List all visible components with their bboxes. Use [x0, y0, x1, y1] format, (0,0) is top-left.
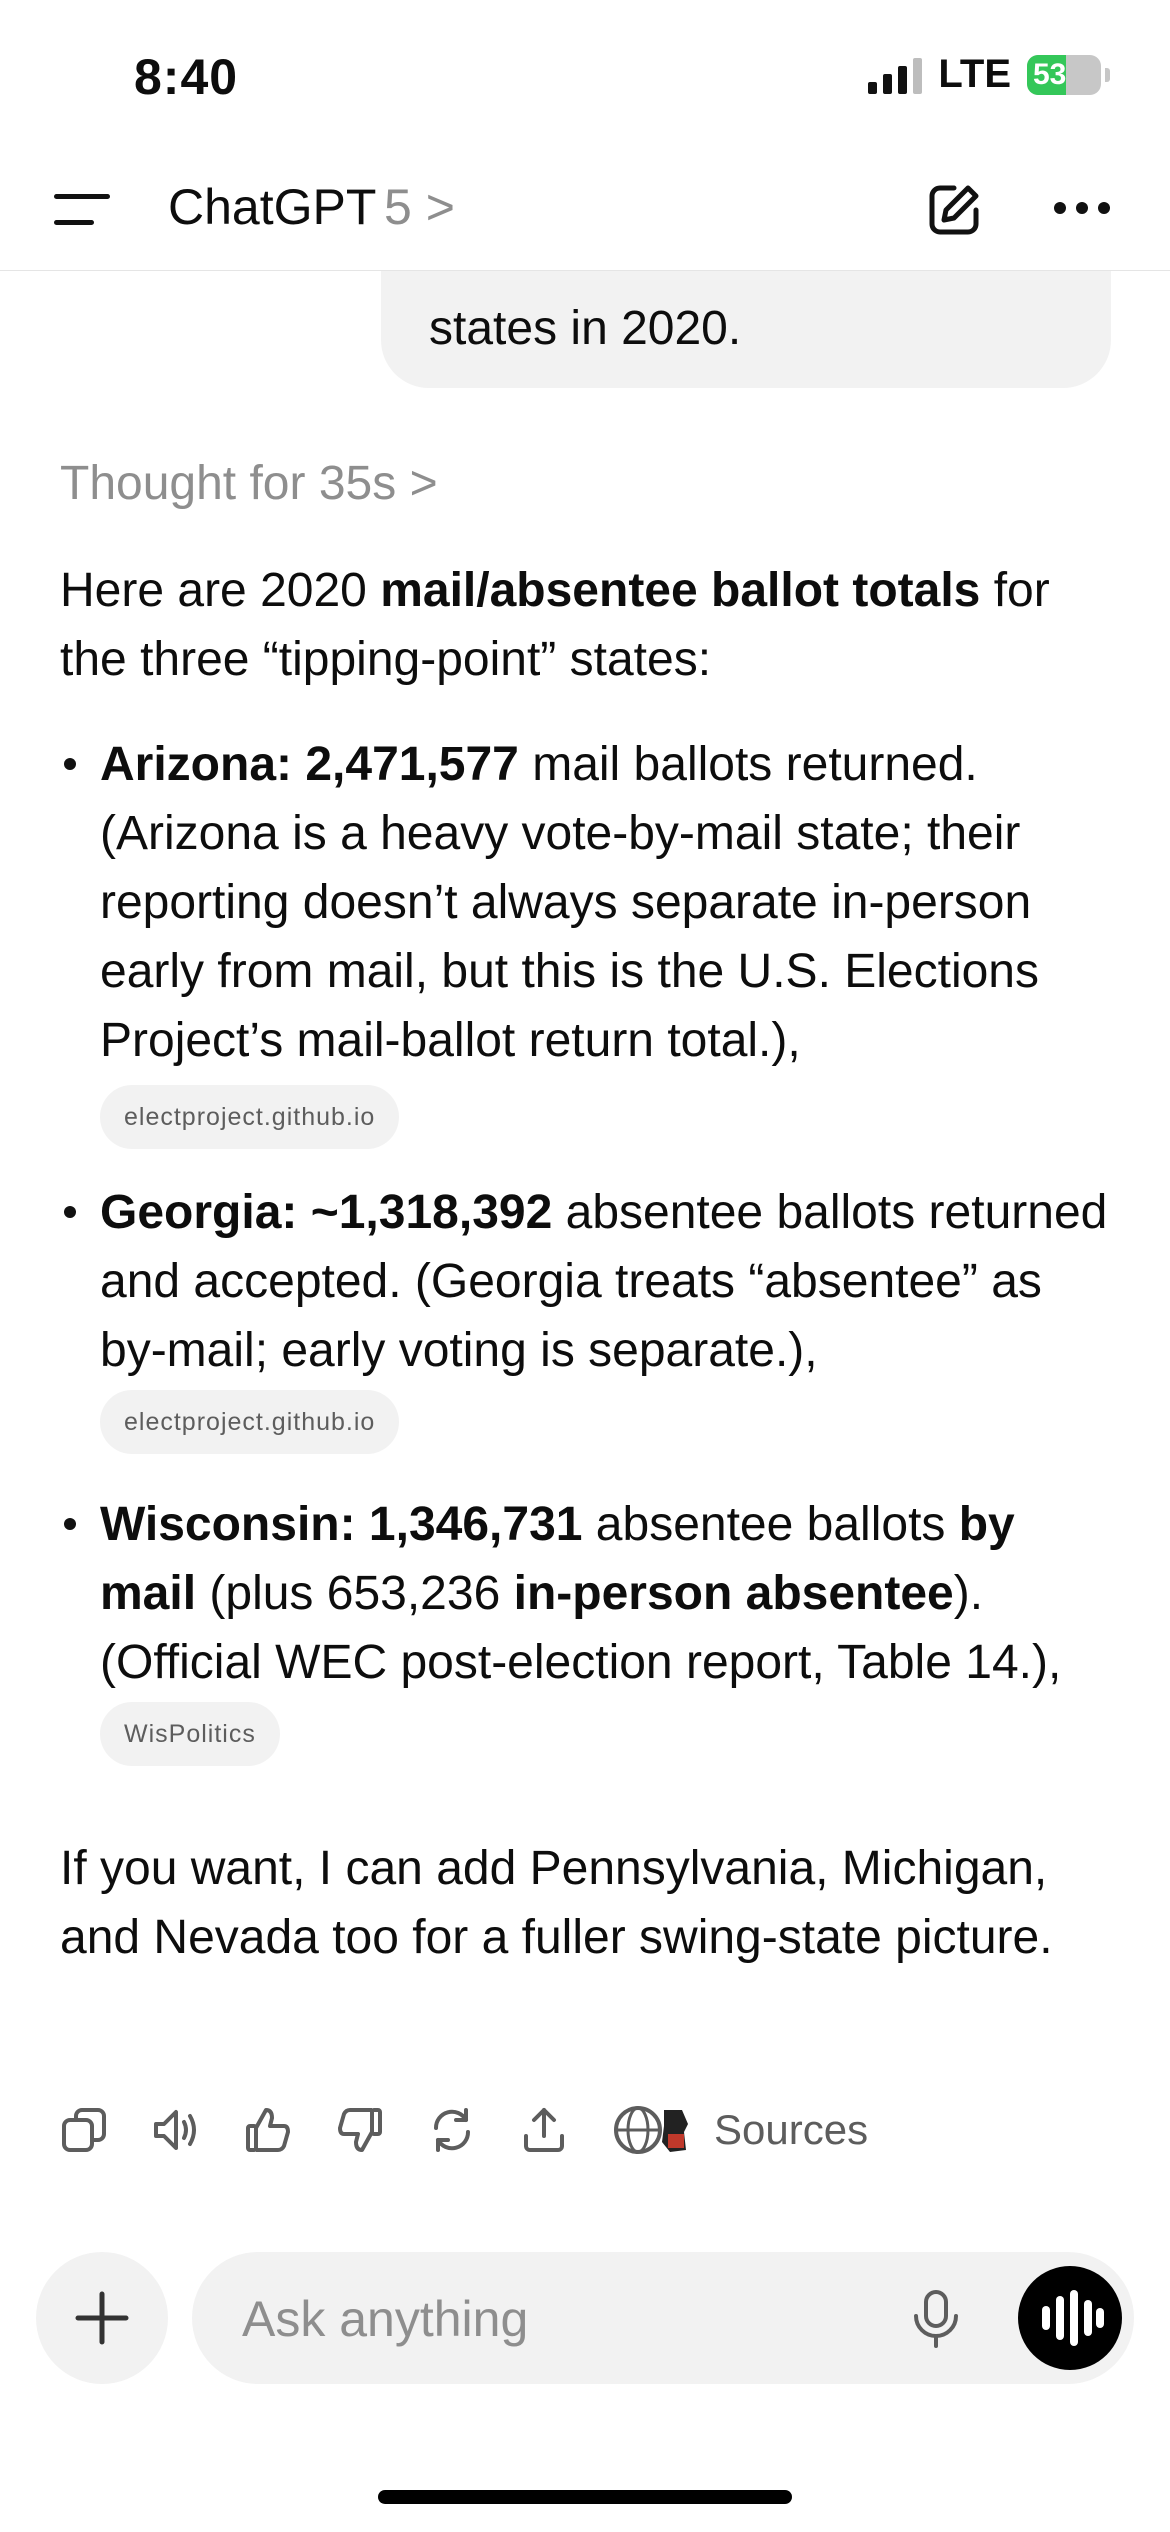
user-message-text: states in 2020.	[429, 302, 742, 355]
message-actions	[60, 2100, 868, 2160]
model-selector[interactable]	[384, 178, 455, 236]
list-item-wisconsin	[100, 1490, 1120, 1766]
plus-icon	[36, 2252, 168, 2384]
intro-bold: mail/absentee ballot totals	[380, 564, 981, 617]
intro-text-end: for the three “tipping-point” states:	[60, 564, 1050, 686]
intro-text: Here are 2020	[60, 564, 381, 617]
list-item-georgia	[100, 1178, 1120, 1454]
network-type: LTE	[938, 52, 1011, 96]
status-time: 8:40	[134, 49, 239, 105]
chevron-right-icon: >	[425, 179, 455, 235]
item-heading: Georgia: ~1,318,392	[100, 1186, 553, 1239]
model-name: 5	[384, 179, 412, 235]
read-aloud-icon[interactable]	[152, 2106, 200, 2154]
regenerate-icon[interactable]	[428, 2106, 476, 2154]
home-indicator	[378, 2490, 792, 2504]
thought-toggle[interactable]	[60, 456, 438, 511]
response-intro	[60, 556, 1120, 694]
item-bold: in-person absentee	[513, 1567, 954, 1620]
bullet-marker	[64, 1206, 76, 1218]
thumbs-up-icon[interactable]	[244, 2106, 292, 2154]
item-text: absentee ballots	[582, 1498, 959, 1551]
list-item-arizona	[100, 730, 1120, 1149]
top-navigation-bar	[0, 150, 1170, 271]
bullet-marker	[64, 758, 76, 770]
item-text: (plus 653,236	[196, 1567, 514, 1620]
app-title[interactable]: ChatGPT	[168, 179, 377, 235]
copy-icon[interactable]	[60, 2106, 108, 2154]
item-text: ). (Official WEC post-election report, Table 14.),	[100, 1567, 1062, 1689]
menu-icon[interactable]	[54, 190, 110, 230]
battery-icon	[1027, 55, 1101, 95]
item-heading: Arizona: 2,471,577	[100, 738, 519, 791]
sources-button[interactable]	[612, 2102, 868, 2158]
source-favicons	[612, 2102, 698, 2158]
voice-mode-button[interactable]	[1018, 2266, 1122, 2370]
attach-button[interactable]	[36, 2252, 168, 2384]
input-placeholder: Ask anything	[242, 2291, 529, 2347]
thumbs-down-icon[interactable]	[336, 2106, 384, 2154]
battery-tip	[1105, 68, 1110, 82]
item-text: mail ballots returned. (Arizona is a heavy vote-by-mail state; their reporting doesn’t always separate in-person early from mail, but this is the U.S. Elections Project’s mail-ballot return total.),	[100, 738, 1039, 1067]
chevron-right-icon: >	[409, 457, 438, 510]
source-chip[interactable]: electproject.github.io	[100, 1085, 399, 1149]
compose-icon[interactable]	[924, 180, 984, 240]
sources-label: Sources	[714, 2106, 869, 2153]
source-chip[interactable]: WisPolitics	[100, 1702, 280, 1766]
voice-mode-icon	[1018, 2266, 1122, 2370]
source-chip[interactable]: electproject.github.io	[100, 1390, 399, 1454]
bullet-marker	[64, 1518, 76, 1530]
share-icon[interactable]	[520, 2106, 568, 2154]
mic-icon[interactable]	[904, 2286, 968, 2350]
message-input[interactable]	[192, 2252, 1134, 2384]
battery-level: 53	[1033, 57, 1067, 91]
item-heading: Wisconsin: 1,346,731	[100, 1498, 583, 1551]
thought-label: Thought for 35s	[60, 457, 397, 510]
more-icon[interactable]	[1054, 202, 1110, 214]
item-text: absentee ballots returned and accepted. (Georgia treats “absentee” as by-mail; early voting is separate.),	[100, 1186, 1108, 1377]
response-closing: If you want, I can add Pennsylvania, Michigan, and Nevada too for a fuller swing-state picture.	[60, 1842, 1053, 1964]
status-indicators	[868, 52, 1110, 97]
signal-icon	[868, 56, 922, 94]
item-bold: by mail	[100, 1498, 1015, 1620]
